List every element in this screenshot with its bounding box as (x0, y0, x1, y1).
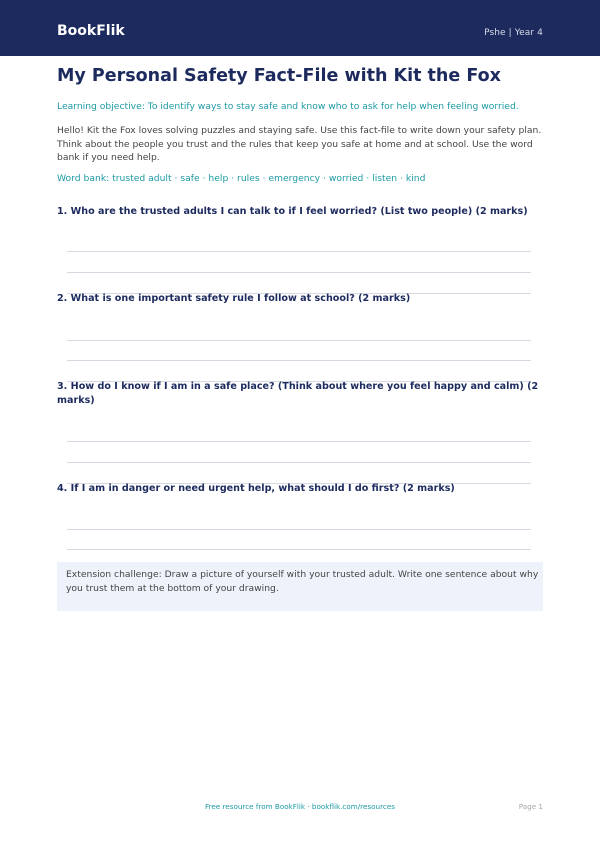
extension-box (57, 562, 543, 611)
answer-line[interactable] (67, 272, 531, 273)
answer-line[interactable] (67, 529, 531, 530)
question-4: 4. If I am in danger or need urgent help, what should I do first? (2 marks) (57, 483, 455, 494)
answer-line[interactable] (67, 340, 531, 341)
answer-line[interactable] (67, 462, 531, 463)
question-3: 3. How do I know if I am in a safe place? (Think about where you feel happy and calm) (2 marks) (57, 381, 539, 406)
page-number: Page 1 (518, 802, 543, 811)
answer-line[interactable] (67, 360, 531, 361)
extension-challenge: Extension challenge: Draw a picture of yourself with your trusted adult. Write one sentence about why you trust them at the bottom of your drawing. (66, 569, 539, 594)
header-bar (0, 0, 600, 56)
subject-year-label: Pshe | Year 4 (484, 28, 543, 38)
question-1: 1. Who are the trusted adults I can talk to if I feel worried? (List two people) (2 marks) (57, 206, 528, 217)
brand-logo: BookFlik (57, 23, 125, 39)
footer-credit: Free resource from BookFlik · bookflik.com/resources (204, 802, 396, 811)
page-title: My Personal Safety Fact-File with Kit the Fox (57, 66, 501, 86)
learning-objective: Learning objective: To identify ways to stay safe and know who to ask for help when feeling worried. (57, 101, 519, 112)
intro-text: Hello! Kit the Fox loves solving puzzles and staying safe. Use this fact-file to write down your safety plan. Think about the people you trust and the rules that keep you safe at home and at school. Use the word bank if you need help. (57, 125, 542, 164)
answer-line[interactable] (67, 549, 531, 550)
answer-line[interactable] (67, 441, 531, 442)
question-2: 2. What is one important safety rule I follow at school? (2 marks) (57, 293, 411, 304)
answer-line[interactable] (67, 251, 531, 252)
word-bank: Word bank: trusted adult · safe · help · rules · emergency · worried · listen · kind (57, 173, 426, 184)
